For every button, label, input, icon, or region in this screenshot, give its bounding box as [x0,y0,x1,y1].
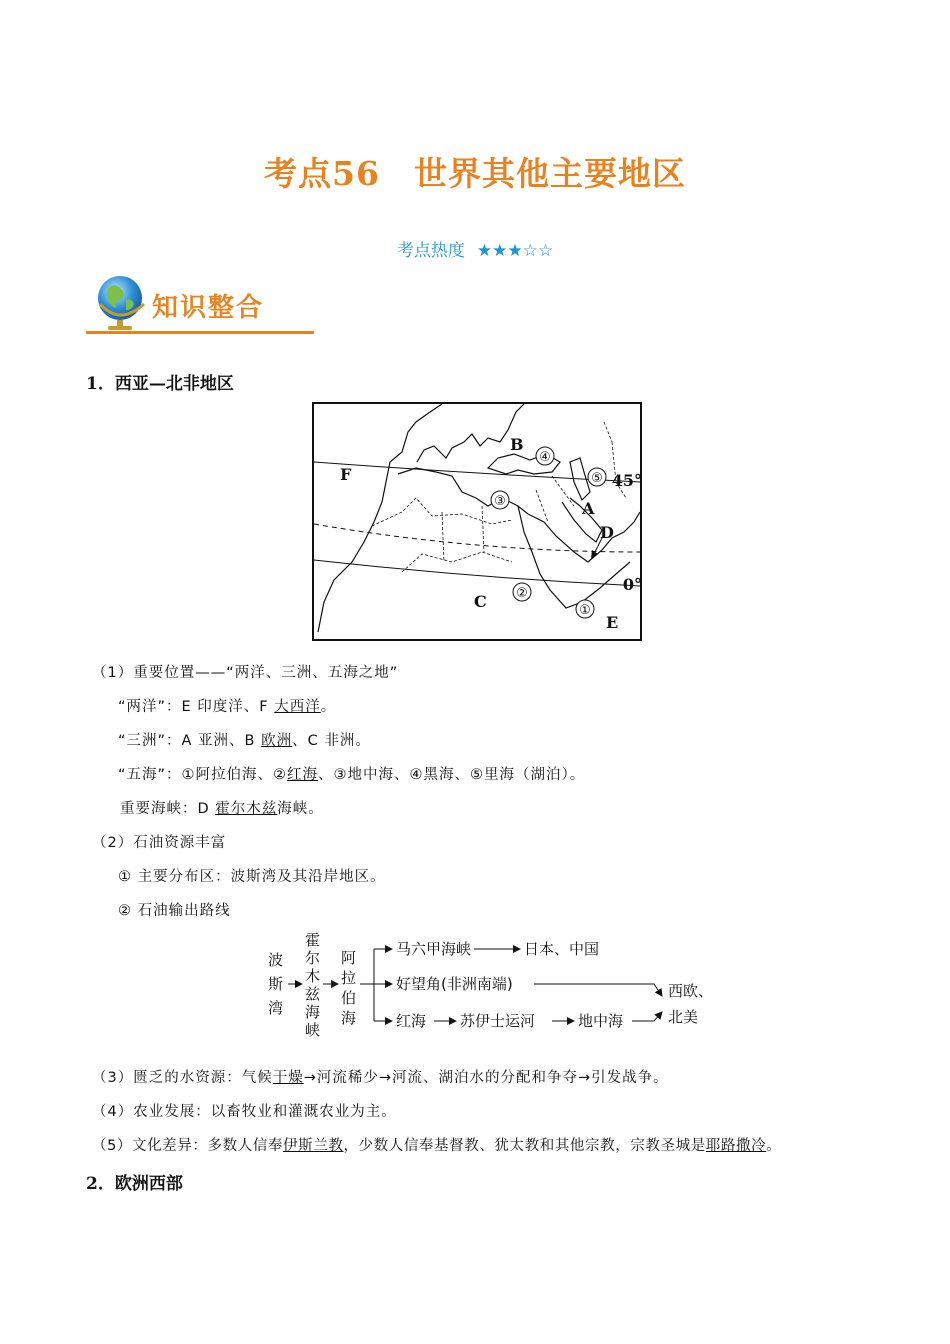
p1-three-continents [118,731,371,751]
p1-strait [120,799,324,819]
flow-dest-1: 西欧、 [668,982,714,1000]
p1c-text: “五海”：①阿拉伯海、② [118,767,288,783]
heat-rating [0,236,950,261]
flow-arrow-r3c [632,1012,662,1021]
p1a-end: 。 [320,699,337,715]
p1d-end: 海峡。 [277,801,324,817]
flow-sea-1: 阿 [341,949,357,967]
map-label-lat0: 0° [622,575,642,594]
map-label-c: C [474,592,487,611]
flow-route2: 好望角(非洲南端) [396,975,513,993]
p4-agriculture: （4）农业发展：以畜牧业和灌溉农业为主。 [92,1104,397,1120]
p2-distribution: ① 主要分布区：波斯湾及其沿岸地区。 [118,869,386,885]
p5-answer-2: 耶路撒冷 [705,1138,767,1154]
flow-strait-6: 峡 [305,1021,321,1039]
flow-sea-4: 海 [341,1009,357,1027]
p5-answer-1: 伊斯兰教 [283,1138,344,1154]
flow-strait-3: 木 [305,967,321,985]
flow-sea-2: 拉 [341,969,357,987]
flow-sea-3: 伯 [341,989,357,1007]
section2-heading: 2．欧洲西部 [86,1174,183,1194]
p1c-answer: 红海 [287,767,319,783]
p2-heading: （2）石油资源丰富 [92,835,227,851]
map-label-e: E [606,613,619,632]
flow-route3-canal: 苏伊士运河 [460,1012,536,1030]
flow-route3-sea: 红海 [396,1012,427,1030]
map-label-b: B [510,435,524,454]
flow-dest-2: 北美 [668,1008,699,1026]
flow-strait-4: 兹 [305,985,321,1003]
map-label-2: ② [516,586,528,601]
map-label-1: ① [579,603,591,618]
flow-arrow-r2b [534,984,662,996]
map-label-f: F [340,465,352,484]
map-label-d: D [600,523,614,542]
p1a-text: “两洋”：E 印度洋、F [118,699,275,715]
p5-mid: ，少数人信奉基督教、犹太教和其他宗教，宗教圣城是 [343,1138,706,1154]
flow-route3-med: 地中海 [578,1012,624,1030]
flow-start-1: 波 [268,951,284,969]
map-label-3: ③ [494,494,506,509]
p3-text: （3）匮乏的水资源：气候 [92,1070,273,1086]
p1d-text: 重要海峡：D [120,801,216,817]
heat-label: 考点热度 [396,241,465,261]
flow-strait-2: 尔 [305,949,321,967]
oil-route-flowchart [262,928,732,1046]
p1d-answer: 霍尔木兹 [215,801,278,817]
p1a-answer: 大西洋 [274,699,321,715]
p1b-end: 、C 非洲。 [292,733,371,749]
p5-end: 。 [766,1138,782,1154]
map-label-lat45: 45° [611,471,642,490]
p1c-end: 、③地中海、④黑海、⑤里海（湖泊）。 [318,767,586,783]
p5-text: （5）文化差异：多数人信奉 [92,1138,284,1154]
p3-end: →河流稀少→河流、湖泊水的分配和争夺→引发战争。 [303,1070,669,1086]
p1-two-oceans [118,697,336,717]
section1-heading: 1．西亚—北非地区 [86,374,234,394]
heat-stars: ★★★☆☆ [476,241,554,261]
section-banner-underline [86,331,314,334]
map-label-a: A [582,499,595,518]
p2-route-heading: ② 石油输出路线 [118,903,231,919]
flow-route1-strait: 马六甲海峡 [396,940,472,958]
p3-water [92,1068,669,1088]
p1b-answer: 欧洲 [261,733,293,749]
page-title: 考点56 世界其他主要地区 [264,154,686,193]
flow-start-2: 斯 [268,975,284,993]
map-label-5: ⑤ [591,471,603,486]
flow-start-3: 湾 [268,999,284,1017]
p1-heading: （1）重要位置——“两洋、三洲、五海之地” [92,665,399,681]
section-banner-title: 知识整合 [152,293,265,323]
p1b-text: “三洲”：A 亚洲、B [118,733,262,749]
p3-answer: 干燥 [272,1070,304,1086]
map-label-4: ④ [539,450,551,465]
flow-route1-dest: 日本、中国 [524,940,600,958]
flow-strait-1: 霍 [305,931,321,949]
west-asia-north-africa-map [312,402,642,641]
p5-culture [92,1136,781,1156]
flow-strait-5: 海 [305,1003,321,1021]
p1-five-seas [118,765,585,785]
